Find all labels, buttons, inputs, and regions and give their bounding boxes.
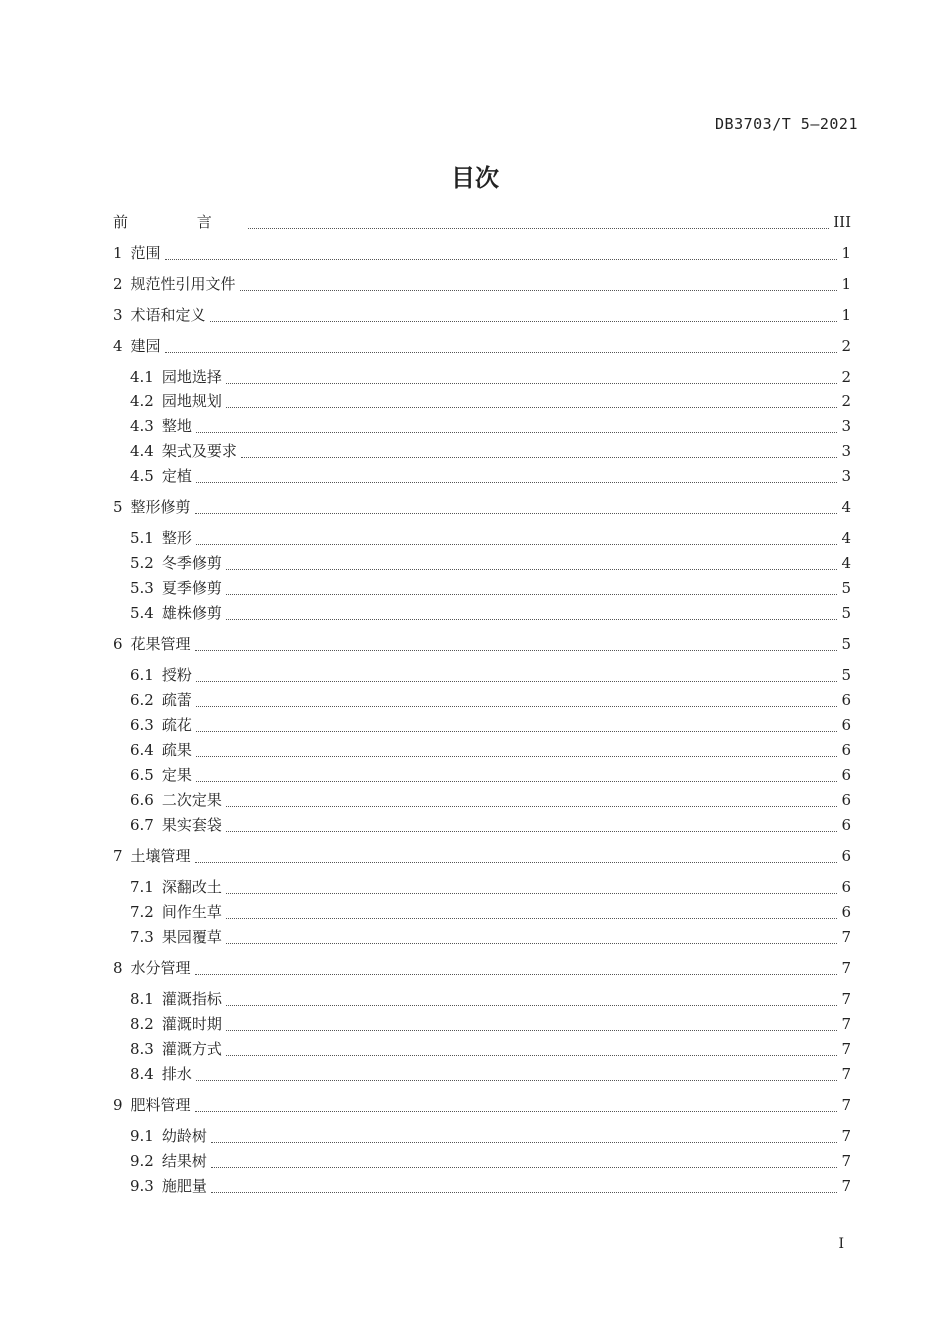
toc-entry-label: 定植 <box>161 467 192 485</box>
toc-entry[interactable] <box>130 664 851 686</box>
toc-entry[interactable] <box>130 1175 851 1197</box>
toc-entry-page: 7 <box>841 1015 851 1033</box>
toc-leader-dots <box>196 730 837 732</box>
toc-leader-dots <box>196 680 837 682</box>
toc-entry-page: 3 <box>841 442 851 460</box>
toc-entry[interactable] <box>130 552 851 574</box>
toc-leader-dots <box>226 1029 837 1031</box>
toc-entry-label: 冬季修剪 <box>161 554 222 572</box>
toc-entry-number: 6.5 <box>130 766 154 784</box>
toc-leader-dots <box>195 973 837 975</box>
toc-leader-dots <box>211 1191 837 1193</box>
toc-entry[interactable] <box>130 366 851 388</box>
toc-leader-dots <box>165 351 837 353</box>
toc-entry-number: 6.4 <box>130 741 154 759</box>
toc-leader-dots <box>196 431 837 433</box>
toc-entry-label: 整形 <box>161 529 192 547</box>
doc-code: DB3703/T 5—2021 <box>715 115 858 133</box>
toc-entry[interactable] <box>130 988 851 1010</box>
toc-leader-dots <box>226 1054 837 1056</box>
toc-entry-number: 8.2 <box>130 1015 154 1033</box>
toc-entry-page: 6 <box>841 816 851 834</box>
toc-leader-dots <box>196 481 837 483</box>
toc-entry[interactable] <box>130 901 851 923</box>
toc-entry[interactable] <box>113 211 851 233</box>
toc-leader-dots <box>226 830 837 832</box>
toc-leader-dots <box>226 1004 837 1006</box>
toc-leader-dots <box>248 227 829 229</box>
toc-entry-label: 疏花 <box>161 716 192 734</box>
toc-leader-dots <box>211 1166 837 1168</box>
toc-entry-label: 灌溉方式 <box>161 1040 222 1058</box>
toc-entry[interactable] <box>130 876 851 898</box>
toc-entry-number: 4.2 <box>130 392 154 410</box>
toc-entry-number: 4.5 <box>130 467 154 485</box>
toc-leader-dots <box>196 780 837 782</box>
toc-leader-dots <box>226 568 837 570</box>
toc-entry-label: 规范性引用文件 <box>130 275 236 293</box>
toc-leader-dots <box>226 942 837 944</box>
toc-entry-label: 园地规划 <box>161 392 222 410</box>
toc-entry-number: 5 <box>113 498 123 516</box>
toc-entry-page: 6 <box>841 791 851 809</box>
toc-entry[interactable] <box>130 527 851 549</box>
toc-entry-page: 7 <box>841 1040 851 1058</box>
toc-entry-page: 6 <box>841 691 851 709</box>
toc-entry-number: 8.1 <box>130 990 154 1008</box>
toc-entry-label: 幼龄树 <box>161 1127 207 1145</box>
toc-entry-number: 6.3 <box>130 716 154 734</box>
toc-entry-page: 7 <box>841 1152 851 1170</box>
toc-entry[interactable] <box>113 845 851 867</box>
toc-entry-page: 1 <box>841 244 851 262</box>
toc-entry-label: 排水 <box>161 1065 192 1083</box>
toc-entry-number: 8.4 <box>130 1065 154 1083</box>
toc-entry-number: 8 <box>113 959 123 977</box>
page-title: 目次 <box>451 164 499 192</box>
toc-leader-dots <box>240 289 837 291</box>
toc-entry-number: 7.1 <box>130 878 154 896</box>
toc-leader-dots <box>195 649 837 651</box>
toc-entry-page: 7 <box>841 959 851 977</box>
toc-entry-label: 定果 <box>161 766 192 784</box>
toc-leader-dots <box>241 456 837 458</box>
toc-entry[interactable] <box>130 1125 851 1147</box>
toc-entry-number: 8.3 <box>130 1040 154 1058</box>
toc-entry-label: 土壤管理 <box>130 847 191 865</box>
toc-entry-page: 3 <box>841 417 851 435</box>
toc-entry-page: 6 <box>841 878 851 896</box>
toc-entry-label: 建园 <box>130 337 161 355</box>
toc-entry[interactable] <box>113 273 851 295</box>
toc-entry-label: 前 言 <box>113 213 244 231</box>
toc-entry-page: 5 <box>841 604 851 622</box>
toc-entry[interactable] <box>130 465 851 487</box>
toc-entry-page: 3 <box>841 467 851 485</box>
page-number: I <box>838 1236 844 1252</box>
toc-entry[interactable] <box>113 957 851 979</box>
toc-entry[interactable] <box>130 1150 851 1172</box>
toc-entry-label: 园地选择 <box>161 368 222 386</box>
toc-entry-label: 术语和定义 <box>130 306 206 324</box>
toc-entry[interactable] <box>130 415 851 437</box>
toc-entry-label: 灌溉指标 <box>161 990 222 1008</box>
toc-leader-dots <box>226 917 837 919</box>
toc-entry-label: 果实套袋 <box>161 816 222 834</box>
toc-entry[interactable] <box>130 1063 851 1085</box>
toc-entry-page: 7 <box>841 928 851 946</box>
toc-entry-label: 疏果 <box>161 741 192 759</box>
toc-leader-dots <box>226 593 837 595</box>
toc-entry-number: 4.4 <box>130 442 154 460</box>
toc-entry-page: 1 <box>841 306 851 324</box>
toc-entry-page: 5 <box>841 666 851 684</box>
toc-entry-number: 5.2 <box>130 554 154 572</box>
toc-entry-number: 7.2 <box>130 903 154 921</box>
toc-entry-page: 7 <box>841 1096 851 1114</box>
toc-entry-page: 7 <box>841 1177 851 1195</box>
toc-entry[interactable] <box>130 1013 851 1035</box>
toc-entry-number: 7.3 <box>130 928 154 946</box>
toc-entry-number: 4.3 <box>130 417 154 435</box>
toc-entry-label: 整形修剪 <box>130 498 191 516</box>
toc-entry[interactable] <box>130 714 851 736</box>
toc-leader-dots <box>196 1079 837 1081</box>
toc-entry-page: 6 <box>841 766 851 784</box>
toc-entry-page: 6 <box>841 716 851 734</box>
toc-entry-label: 水分管理 <box>130 959 191 977</box>
toc-entry-label: 疏蕾 <box>161 691 192 709</box>
toc-entry[interactable] <box>130 789 851 811</box>
toc-entry[interactable] <box>130 440 851 462</box>
toc-entry-page: 1 <box>841 275 851 293</box>
toc-entry-page: 2 <box>841 392 851 410</box>
toc-entry-page: III <box>833 213 851 231</box>
toc-leader-dots <box>195 512 837 514</box>
toc-entry[interactable] <box>113 304 851 326</box>
toc-leader-dots <box>226 892 837 894</box>
toc-entry-label: 雄株修剪 <box>161 604 222 622</box>
toc-entry-number: 6 <box>113 635 123 653</box>
toc-entry-label: 灌溉时期 <box>161 1015 222 1033</box>
toc-entry-label: 花果管理 <box>130 635 191 653</box>
toc-entry-label: 间作生草 <box>161 903 222 921</box>
toc-entry-page: 4 <box>841 498 851 516</box>
toc-entry[interactable] <box>130 764 851 786</box>
toc-entry-number: 7 <box>113 847 123 865</box>
toc-entry[interactable] <box>130 390 851 412</box>
toc-leader-dots <box>226 382 837 384</box>
toc-leader-dots <box>165 258 837 260</box>
toc-entry-number: 9.1 <box>130 1127 154 1145</box>
toc-leader-dots <box>226 618 837 620</box>
toc-entry[interactable] <box>113 1094 851 1116</box>
toc-entry-number: 4.1 <box>130 368 154 386</box>
toc-entry-page: 5 <box>841 635 851 653</box>
toc-entry[interactable] <box>113 496 851 518</box>
toc-entry-label: 整地 <box>161 417 192 435</box>
toc-entry-number: 9.2 <box>130 1152 154 1170</box>
toc-entry[interactable] <box>130 577 851 599</box>
toc-entry-page: 6 <box>841 903 851 921</box>
toc-entry[interactable] <box>113 633 851 655</box>
toc-entry-page: 5 <box>841 579 851 597</box>
toc-entry-number: 5.1 <box>130 529 154 547</box>
toc-entry-page: 4 <box>841 554 851 572</box>
toc-entry-number: 6.2 <box>130 691 154 709</box>
toc-entry-number: 6.6 <box>130 791 154 809</box>
toc-leader-dots <box>226 406 837 408</box>
toc-entry[interactable] <box>130 926 851 948</box>
toc-entry-page: 7 <box>841 1127 851 1145</box>
toc-leader-dots <box>196 543 837 545</box>
toc-leader-dots <box>196 755 837 757</box>
toc-leader-dots <box>196 705 837 707</box>
toc-leader-dots <box>210 320 837 322</box>
toc-entry-number: 9.3 <box>130 1177 154 1195</box>
toc-entry-label: 二次定果 <box>161 791 222 809</box>
toc-entry-number: 5.4 <box>130 604 154 622</box>
toc-entry-number: 2 <box>113 275 123 293</box>
toc-entry-label: 架式及要求 <box>161 442 237 460</box>
toc-entry-label: 施肥量 <box>161 1177 207 1195</box>
toc-leader-dots <box>226 805 837 807</box>
toc-entry-label: 夏季修剪 <box>161 579 222 597</box>
toc-entry-number: 6.7 <box>130 816 154 834</box>
toc-entry[interactable] <box>130 814 851 836</box>
toc-entry-page: 6 <box>841 741 851 759</box>
toc-entry-page: 7 <box>841 990 851 1008</box>
toc-entry[interactable] <box>130 739 851 761</box>
toc-leader-dots <box>211 1141 837 1143</box>
toc-entry-page: 2 <box>841 368 851 386</box>
toc-entry[interactable] <box>113 335 851 357</box>
toc-entry-page: 6 <box>841 847 851 865</box>
toc-entry-label: 授粉 <box>161 666 192 684</box>
toc-entry[interactable] <box>130 602 851 624</box>
toc-leader-dots <box>195 1110 837 1112</box>
toc-entry-number: 5.3 <box>130 579 154 597</box>
toc-entry-number: 4 <box>113 337 123 355</box>
toc-entry[interactable] <box>130 1038 851 1060</box>
toc-entry-label: 结果树 <box>161 1152 207 1170</box>
toc-entry-number: 3 <box>113 306 123 324</box>
toc-entry-page: 4 <box>841 529 851 547</box>
toc-entry-label: 范围 <box>130 244 161 262</box>
toc-entry-page: 2 <box>841 337 851 355</box>
toc-entry-page: 7 <box>841 1065 851 1083</box>
toc-entry[interactable] <box>113 242 851 264</box>
toc-entry-number: 1 <box>113 244 123 262</box>
toc-entry-number: 6.1 <box>130 666 154 684</box>
toc-entry-label: 肥料管理 <box>130 1096 191 1114</box>
toc-entry-number: 9 <box>113 1096 123 1114</box>
toc-leader-dots <box>195 861 837 863</box>
toc-entry-label: 深翻改土 <box>161 878 222 896</box>
toc-entry-label: 果园覆草 <box>161 928 222 946</box>
toc-entry[interactable] <box>130 689 851 711</box>
